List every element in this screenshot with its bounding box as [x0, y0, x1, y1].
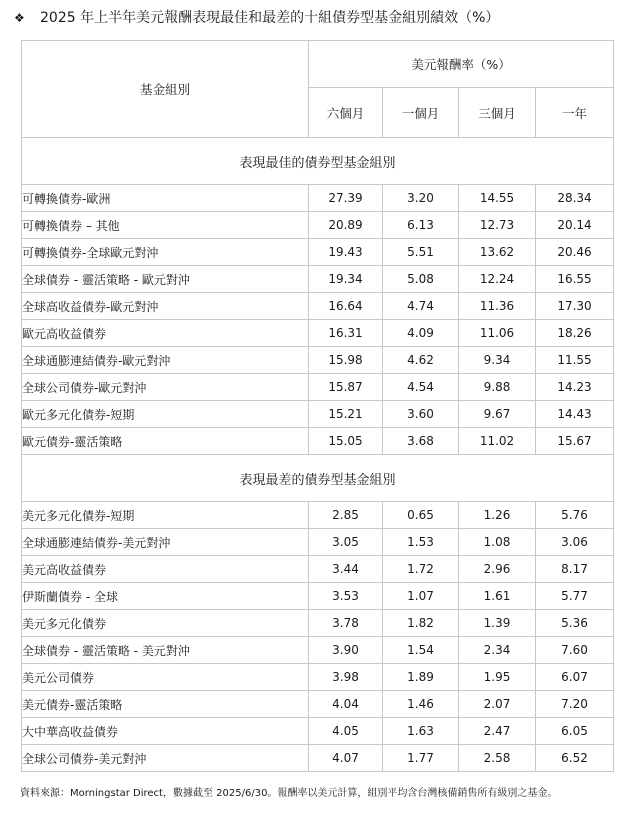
return-3m-cell: 2.34 — [459, 637, 536, 664]
return-1y-cell: 14.23 — [536, 374, 614, 401]
fund-group-name: 歐元債券-靈活策略 — [22, 428, 309, 455]
section-title: 表現最差的債券型基金組別 — [22, 455, 614, 502]
return-3m-cell: 12.24 — [459, 266, 536, 293]
table-row — [22, 212, 614, 239]
return-6m-cell: 19.43 — [309, 239, 383, 266]
return-1y-cell: 15.67 — [536, 428, 614, 455]
return-6m-cell: 15.05 — [309, 428, 383, 455]
return-3m-cell: 2.96 — [459, 556, 536, 583]
return-1m-cell: 0.65 — [383, 502, 459, 529]
return-6m-cell: 15.98 — [309, 347, 383, 374]
return-1m-cell: 1.46 — [383, 691, 459, 718]
return-1m-cell: 4.09 — [383, 320, 459, 347]
return-6m-cell: 3.05 — [309, 529, 383, 556]
table-row — [22, 239, 614, 266]
fund-group-name: 美元多元化債券 — [22, 610, 309, 637]
return-6m-cell: 3.98 — [309, 664, 383, 691]
return-3m-cell: 1.61 — [459, 583, 536, 610]
return-1y-cell: 6.05 — [536, 718, 614, 745]
table-row — [22, 556, 614, 583]
fund-group-name: 大中華高收益債券 — [22, 718, 309, 745]
return-1y-cell: 20.46 — [536, 239, 614, 266]
return-1y-cell: 16.55 — [536, 266, 614, 293]
return-6m-cell: 3.90 — [309, 637, 383, 664]
return-3m-cell: 12.73 — [459, 212, 536, 239]
fund-group-name: 全球債券 - 靈活策略 - 美元對沖 — [22, 637, 309, 664]
return-1y-cell: 7.20 — [536, 691, 614, 718]
table-row — [22, 637, 614, 664]
return-6m-cell: 3.44 — [309, 556, 383, 583]
table-row — [22, 583, 614, 610]
period-header-1m: 一個月 — [383, 88, 459, 138]
period-header-1y: 一年 — [536, 88, 614, 138]
return-1m-cell: 1.07 — [383, 583, 459, 610]
return-6m-cell: 20.89 — [309, 212, 383, 239]
fund-group-name: 可轉換債券-全球歐元對沖 — [22, 239, 309, 266]
table-body — [22, 138, 614, 772]
fund-group-name: 美元債券-靈活策略 — [22, 691, 309, 718]
table-row — [22, 610, 614, 637]
section-title: 表現最佳的債券型基金組別 — [22, 138, 614, 185]
return-6m-cell: 27.39 — [309, 185, 383, 212]
return-6m-cell: 19.34 — [309, 266, 383, 293]
period-header-3m: 三個月 — [459, 88, 536, 138]
return-1m-cell: 3.20 — [383, 185, 459, 212]
return-1m-cell: 1.63 — [383, 718, 459, 745]
return-1m-cell: 3.68 — [383, 428, 459, 455]
return-1y-cell: 20.14 — [536, 212, 614, 239]
return-1m-cell: 1.53 — [383, 529, 459, 556]
fund-group-name: 美元公司債券 — [22, 664, 309, 691]
bullet-icon: ❖ — [14, 11, 25, 25]
table-row — [22, 664, 614, 691]
return-3m-cell: 2.58 — [459, 745, 536, 772]
return-1y-cell: 7.60 — [536, 637, 614, 664]
return-1m-cell: 1.72 — [383, 556, 459, 583]
return-6m-cell: 3.53 — [309, 583, 383, 610]
fund-group-name: 全球通膨連結債券-歐元對沖 — [22, 347, 309, 374]
return-3m-cell: 11.36 — [459, 293, 536, 320]
return-6m-cell: 15.87 — [309, 374, 383, 401]
table-row — [22, 428, 614, 455]
table-row — [22, 718, 614, 745]
return-1y-cell: 6.52 — [536, 745, 614, 772]
return-1y-cell: 5.76 — [536, 502, 614, 529]
return-3m-cell: 1.39 — [459, 610, 536, 637]
table-row — [22, 502, 614, 529]
return-1m-cell: 5.51 — [383, 239, 459, 266]
return-1y-cell: 17.30 — [536, 293, 614, 320]
fund-group-name: 全球公司債券-歐元對沖 — [22, 374, 309, 401]
return-3m-cell: 11.02 — [459, 428, 536, 455]
return-6m-cell: 2.85 — [309, 502, 383, 529]
fund-group-header: 基金組別 — [22, 41, 309, 138]
source-footnote: 資料來源：Morningstar Direct，數據截至 2025/6/30。報酬率以美元計算，組別平均含台灣核備銷售所有級別之基金。 — [20, 788, 558, 799]
fund-group-name: 全球公司債券-美元對沖 — [22, 745, 309, 772]
return-1y-cell: 8.17 — [536, 556, 614, 583]
fund-group-name: 全球債券 - 靈活策略 - 歐元對沖 — [22, 266, 309, 293]
fund-group-name: 全球高收益債券-歐元對沖 — [22, 293, 309, 320]
return-1y-cell: 6.07 — [536, 664, 614, 691]
return-3m-cell: 14.55 — [459, 185, 536, 212]
return-1m-cell: 1.77 — [383, 745, 459, 772]
return-1m-cell: 1.89 — [383, 664, 459, 691]
fund-group-name: 可轉換債券-歐洲 — [22, 185, 309, 212]
return-1y-cell: 14.43 — [536, 401, 614, 428]
table-row — [22, 691, 614, 718]
return-3m-cell: 13.62 — [459, 239, 536, 266]
return-6m-cell: 4.04 — [309, 691, 383, 718]
return-1y-cell: 3.06 — [536, 529, 614, 556]
table-row — [22, 745, 614, 772]
return-6m-cell: 3.78 — [309, 610, 383, 637]
return-6m-cell: 16.31 — [309, 320, 383, 347]
table-row — [22, 266, 614, 293]
section-row-best — [22, 138, 614, 185]
return-1m-cell: 1.54 — [383, 637, 459, 664]
table-row — [22, 320, 614, 347]
fund-group-name: 美元高收益債券 — [22, 556, 309, 583]
fund-group-name: 全球通膨連結債券-美元對沖 — [22, 529, 309, 556]
page-title — [14, 7, 499, 29]
table-row — [22, 374, 614, 401]
fund-group-name: 歐元多元化債券-短期 — [22, 401, 309, 428]
table-row — [22, 185, 614, 212]
return-6m-cell: 4.07 — [309, 745, 383, 772]
return-1m-cell: 3.60 — [383, 401, 459, 428]
fund-group-name: 美元多元化債券-短期 — [22, 502, 309, 529]
return-1y-cell: 11.55 — [536, 347, 614, 374]
fund-group-name: 可轉換債券 – 其他 — [22, 212, 309, 239]
return-1m-cell: 6.13 — [383, 212, 459, 239]
table-row — [22, 401, 614, 428]
fund-group-name: 歐元高收益債券 — [22, 320, 309, 347]
return-3m-cell: 2.47 — [459, 718, 536, 745]
return-6m-cell: 4.05 — [309, 718, 383, 745]
return-1m-cell: 1.82 — [383, 610, 459, 637]
return-3m-cell: 9.88 — [459, 374, 536, 401]
usd-return-header: 美元報酬率（%） — [309, 41, 614, 88]
fund-group-name: 伊斯蘭債券 - 全球 — [22, 583, 309, 610]
return-3m-cell: 1.26 — [459, 502, 536, 529]
title-text: 2025 年上半年美元報酬表現最佳和最差的十組債券型基金組別績效（%） — [40, 10, 500, 26]
return-1y-cell: 18.26 — [536, 320, 614, 347]
return-3m-cell: 1.08 — [459, 529, 536, 556]
return-1m-cell: 5.08 — [383, 266, 459, 293]
return-6m-cell: 16.64 — [309, 293, 383, 320]
table-row — [22, 347, 614, 374]
return-3m-cell: 2.07 — [459, 691, 536, 718]
return-3m-cell: 1.95 — [459, 664, 536, 691]
return-1m-cell: 4.54 — [383, 374, 459, 401]
section-row-worst — [22, 455, 614, 502]
period-header-6m: 六個月 — [309, 88, 383, 138]
return-3m-cell: 9.67 — [459, 401, 536, 428]
return-1m-cell: 4.74 — [383, 293, 459, 320]
return-3m-cell: 11.06 — [459, 320, 536, 347]
return-1y-cell: 5.36 — [536, 610, 614, 637]
return-6m-cell: 15.21 — [309, 401, 383, 428]
return-1m-cell: 4.62 — [383, 347, 459, 374]
performance-table — [21, 40, 614, 772]
return-1y-cell: 28.34 — [536, 185, 614, 212]
table-row — [22, 529, 614, 556]
return-1y-cell: 5.77 — [536, 583, 614, 610]
return-3m-cell: 9.34 — [459, 347, 536, 374]
table-row — [22, 293, 614, 320]
